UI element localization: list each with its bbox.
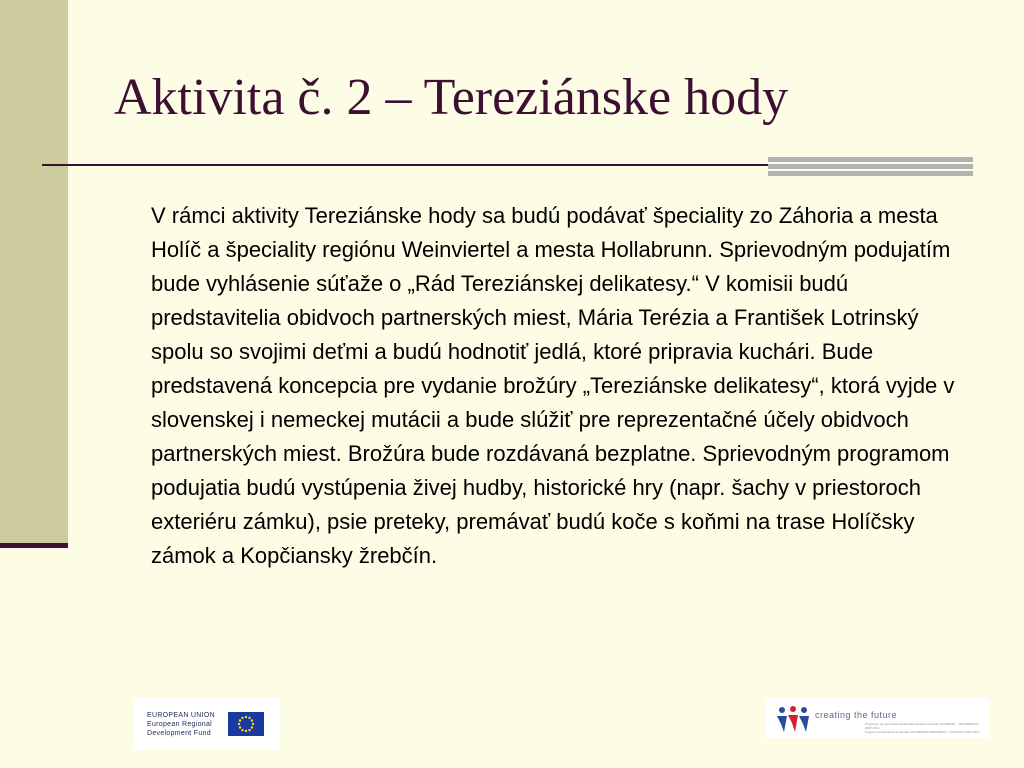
programme-line1: Programm zur grenzüberschreitenden Zusammenarbeit SLOWAKEI – ÖSTERREICH 2007-2013 <box>865 722 979 730</box>
title-grey-bars <box>768 157 973 177</box>
programme-line2: Program cezhraničnej spolupráce SLOVENSKÁ REPUBLIKA – RAKÚSKO 2007-2013 <box>865 730 980 734</box>
title-underline <box>42 164 768 166</box>
slide-title: Aktivita č. 2 – Tereziánske hody <box>114 69 789 126</box>
creating-the-future-logo <box>765 698 989 738</box>
slide-body-text: V rámci aktivity Tereziánske hody sa budú podávať špeciality zo Záhoria a mesta Holíč a špeciality regiónu Weinviertel a mesta Hollabrunn. Sprievodným podujatím bude vyhlásenie súťaže o „Rád Tereziánskej delikatesy.“ V komisii budú predstavitelia obidvoch partnerských miest, Mária Terézia a František Lotrinský spolu so svojimi deťmi a budú hodnotiť jedlá, ktoré pripravia kuchári. Bude predstavená koncepcia pre vydanie brožúry „Tereziánske delikatesy“, ktorá vyjde v slovenskej i nemeckej mutácii a bude slúžiť pre reprezentačné účely obidvoch partnerských miest. Brožúra bude rozdávaná bezplatne. Sprievodným programom podujatia budú vystúpenia živej hudby, historické hry (napr. šachy v priestoroch exteriéru zámku), psie preteky, premávať budú koče s koňmi na trase Holíčsky zámok a Kopčiansky žrebčín. <box>151 203 955 568</box>
eu-flag-icon <box>228 712 264 736</box>
eu-logo-line1: EUROPEAN UNION <box>147 711 215 719</box>
creating-the-future-text: creating the future <box>815 710 898 720</box>
eu-logo <box>133 698 280 750</box>
people-figures-icon <box>775 704 811 734</box>
eu-logo-text <box>147 711 215 738</box>
eu-logo-line3: Development Fund <box>147 729 211 737</box>
left-decor-band <box>0 0 68 543</box>
programme-text <box>865 722 985 734</box>
eu-logo-line2: European Regional <box>147 720 213 728</box>
left-decor-line <box>0 543 68 548</box>
